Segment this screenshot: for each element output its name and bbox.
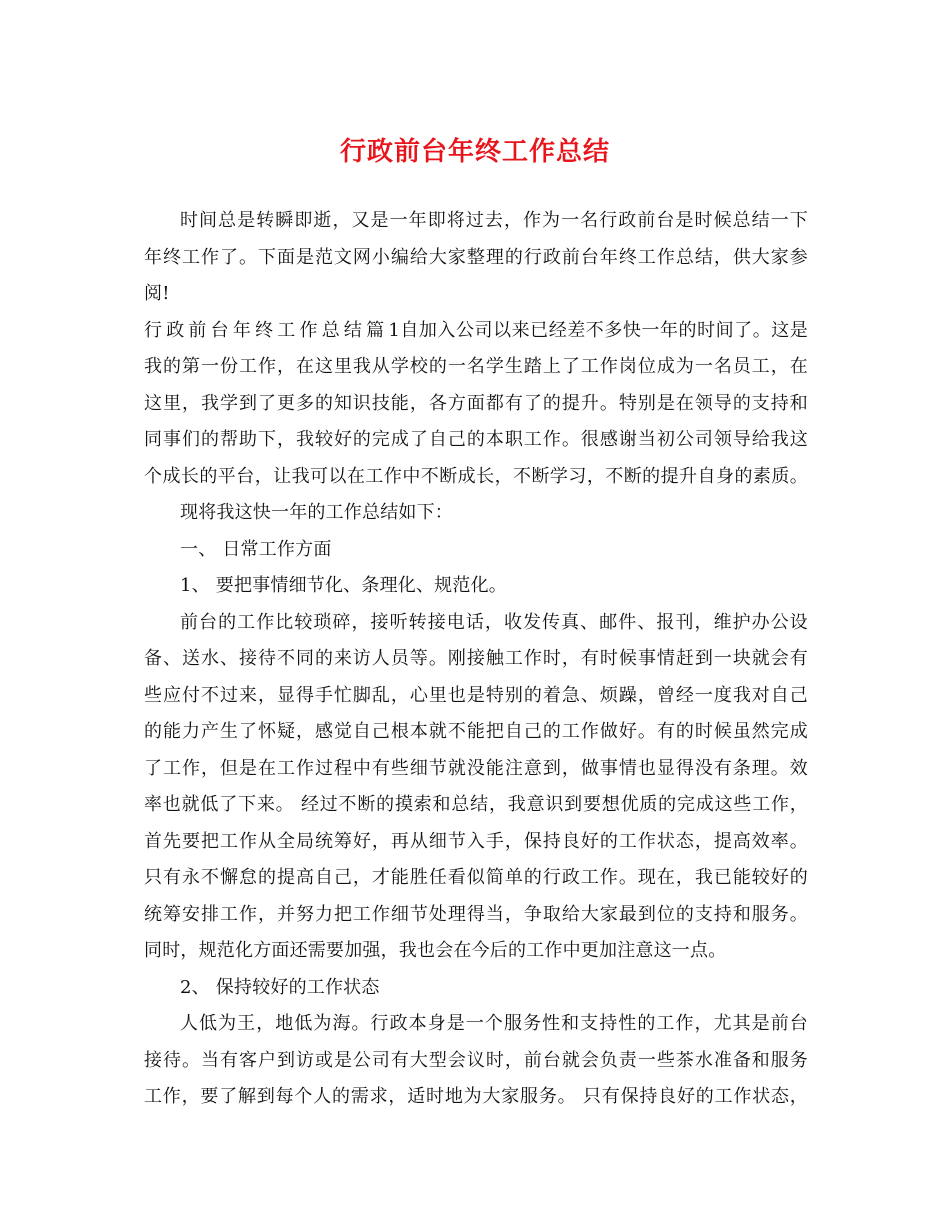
paragraph-line: 时间总是转瞬即逝，又是一年即将过去，作为一名行政前台是时候总结一下 (180, 210, 808, 231)
paragraph-line: 统筹安排工作，并努力把工作细节处理得当，争取给大家最到位的支持和服务。 (144, 903, 808, 925)
paragraph-line: 了工作，但是在工作过程中有些细节就没能注意到，做事情也显得没有条理。效 (144, 757, 808, 779)
paragraph-line: 工作，要了解到每个人的需求，适时地为大家服务。 只有保持良好的工作状态， (144, 1086, 808, 1107)
subheading-line: 2、 保持较好的工作状态 (180, 976, 380, 998)
paragraph-line: 同事们的帮助下，我较好的完成了自己的本职工作。很感谢当初公司领导给我这 (144, 429, 808, 450)
section-heading-line (144, 313, 808, 350)
paragraph-line: 现将我这快一年的工作总结如下： (180, 502, 453, 523)
paragraph-line: 同时，规范化方面还需要加强，我也会在今后的工作中更加注意这一点。 (144, 940, 727, 961)
document-body (144, 203, 808, 1116)
paragraph-line-inline: 自加入公司以来已经差不多快一年的时间了。这是 (400, 319, 808, 341)
paragraph-line: 首先要把工作从全局统筹好，再从细节入手，保持良好的工作状态，提高效率。 (144, 830, 808, 852)
paragraph-line: 备、送水、接待不同的来访人员等。刚接触工作时，有时候事情赶到一块就会有 (144, 648, 808, 669)
paragraph-line: 只有永不懈怠的提高自己，才能胜任看似简单的行政工作。现在，我已能较好的 (144, 867, 808, 888)
paragraph-line: 前台的工作比较琐碎，接听转接电话，收发传真、邮件、报刊，维护办公设 (180, 611, 808, 633)
paragraph-line: 的能力产生了怀疑，感觉自己根本就不能把自己的工作做好。有的时候虽然完成 (144, 721, 808, 742)
subheading-line: 1、 要把事情细节化、条理化、规范化。 (180, 575, 507, 596)
paragraph-line: 我的第一份工作，在这里我从学校的一名学生踏上了工作岗位成为一名员工，在 (144, 356, 808, 377)
document-title: 行政前台年终工作总结 (339, 137, 610, 167)
paragraph-line: 人低为王，地低为海。行政本身是一个服务性和支持性的工作，尤其是前台 (180, 1013, 808, 1034)
paragraph-line: 这里，我学到了更多的知识技能，各方面都有了的提升。特别是在领导的支持和 (144, 392, 808, 414)
paragraph-line: 年终工作了。下面是范文网小编给大家整理的行政前台年终工作总结，供大家参 (144, 246, 808, 268)
paragraph-line: 个成长的平台，让我可以在工作中不断成长，不断学习，不断的提升自身的素质。 (144, 465, 808, 487)
paragraph-line: 些应付不过来，显得手忙脚乱，心里也是特别的着急、烦躁，曾经一度我对自己 (144, 684, 808, 706)
section-label: 行政前台年终工作总结篇1 (144, 319, 400, 341)
heading-line: 一、 日常工作方面 (180, 538, 332, 560)
paragraph-line: 阅! (144, 283, 170, 304)
paragraph-line: 率也就低了下来。 经过不断的摸索和总结，我意识到要想优质的完成这些工作， (144, 794, 808, 815)
paragraph-line: 接待。当有客户到访或是公司有大型会议时，前台就会负责一些茶水准备和服务 (144, 1049, 808, 1071)
